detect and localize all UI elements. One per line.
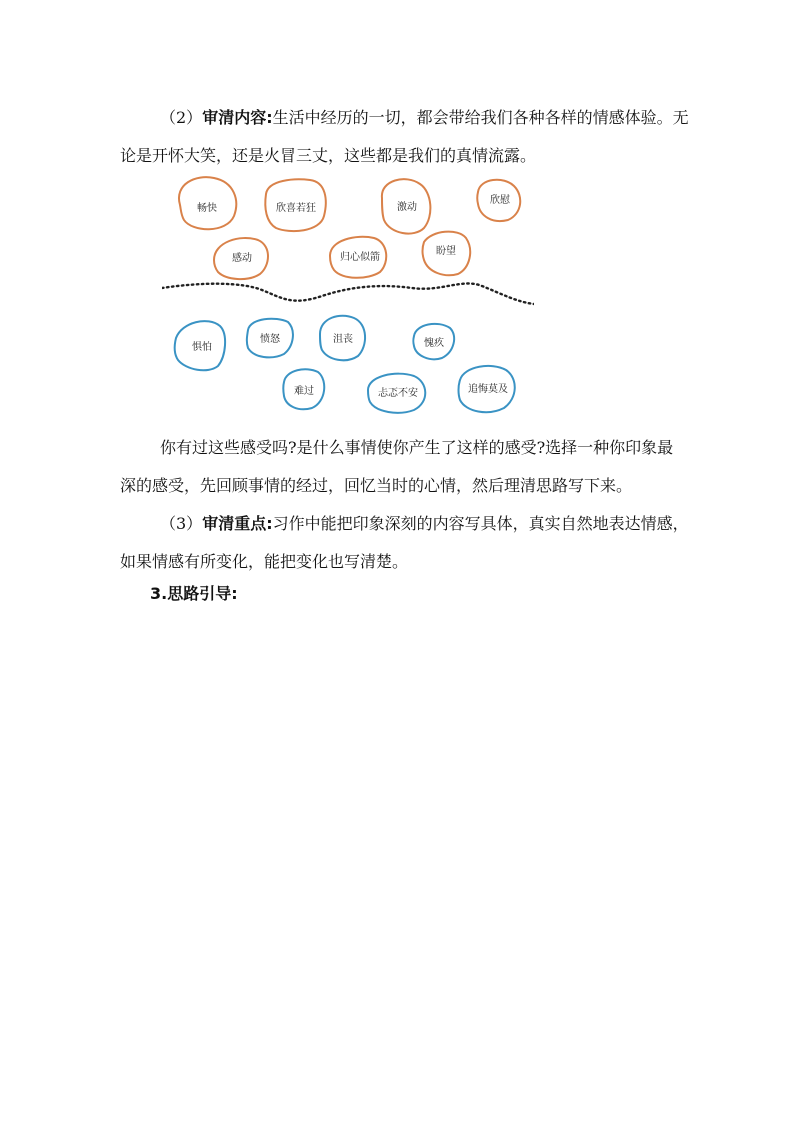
negative-bubble-5 <box>283 369 324 409</box>
positive-bubble-5-label: 感动 <box>232 253 252 264</box>
positive-bubble-3-label: 激动 <box>397 202 417 213</box>
positive-bubble-4 <box>477 180 520 221</box>
negative-bubble-1 <box>175 321 225 370</box>
section2-text1: 生活中经历的一切，都会带给我们各种各样的情感体验。无 <box>272 108 689 127</box>
negative-bubble-6 <box>368 374 425 413</box>
negative-bubble-6-label: 忐忑不安 <box>378 388 418 399</box>
section2-line2 <box>120 146 536 166</box>
section2-text2: 论是开怀大笑，还是火冒三丈，这些都是我们的真情流露。 <box>120 146 537 165</box>
positive-bubble-1-label: 畅快 <box>197 203 217 214</box>
negative-bubble-3-label: 沮丧 <box>333 334 353 345</box>
section2-line1 <box>160 108 689 128</box>
section3-line1 <box>160 514 689 534</box>
negative-bubble-7 <box>459 366 515 412</box>
section3-heading: 审清重点: <box>202 514 273 533</box>
positive-bubble-3 <box>382 179 431 233</box>
positive-bubble-1 <box>179 177 236 229</box>
negative-bubble-4 <box>413 324 454 359</box>
negative-bubble-1-label: 惧怕 <box>192 342 212 353</box>
question-text2: 深的感受，先回顾事情的经过，回忆当时的心情，然后理清思路写下来。 <box>120 476 633 495</box>
negative-bubble-4-label: 愧疚 <box>424 338 444 349</box>
question-text1: 你有过这些感受吗?是什么事情使你产生了这样的感受?选择一种你印象最 <box>160 438 674 457</box>
positive-bubble-7-label: 盼望 <box>436 246 456 257</box>
question-line1 <box>160 438 673 458</box>
section2-number: （2） <box>160 108 203 127</box>
negative-bubble-2-label: 愤怒 <box>260 334 280 345</box>
positive-bubble-6 <box>330 237 386 278</box>
section2-heading: 审清内容: <box>202 108 273 127</box>
section3-line2 <box>120 552 408 572</box>
section3-text2: 如果情感有所变化，能把变化也写清楚。 <box>120 552 409 571</box>
negative-bubble-5-label: 难过 <box>294 386 314 397</box>
positive-bubble-4-label: 欣慰 <box>490 195 510 206</box>
section3-text1: 习作中能把印象深刻的内容写具体，真实自然地表达情感， <box>272 514 689 533</box>
section4-heading: 3.思路引导: <box>150 584 238 603</box>
positive-bubble-6-label: 归心似箭 <box>340 252 380 263</box>
negative-bubble-7-label: 追悔莫及 <box>468 384 508 395</box>
positive-bubble-2-label: 欣喜若狂 <box>276 203 316 214</box>
negative-bubble-3 <box>320 316 365 361</box>
question-line2 <box>120 476 632 496</box>
positive-bubble-5 <box>214 238 268 279</box>
negative-bubble-2 <box>247 319 293 358</box>
wavy-divider <box>162 283 534 304</box>
positive-bubble-7 <box>423 232 471 276</box>
emotion-bubbles-figure <box>162 170 534 420</box>
positive-bubble-2 <box>265 179 325 231</box>
section3-number: （3） <box>160 514 203 533</box>
